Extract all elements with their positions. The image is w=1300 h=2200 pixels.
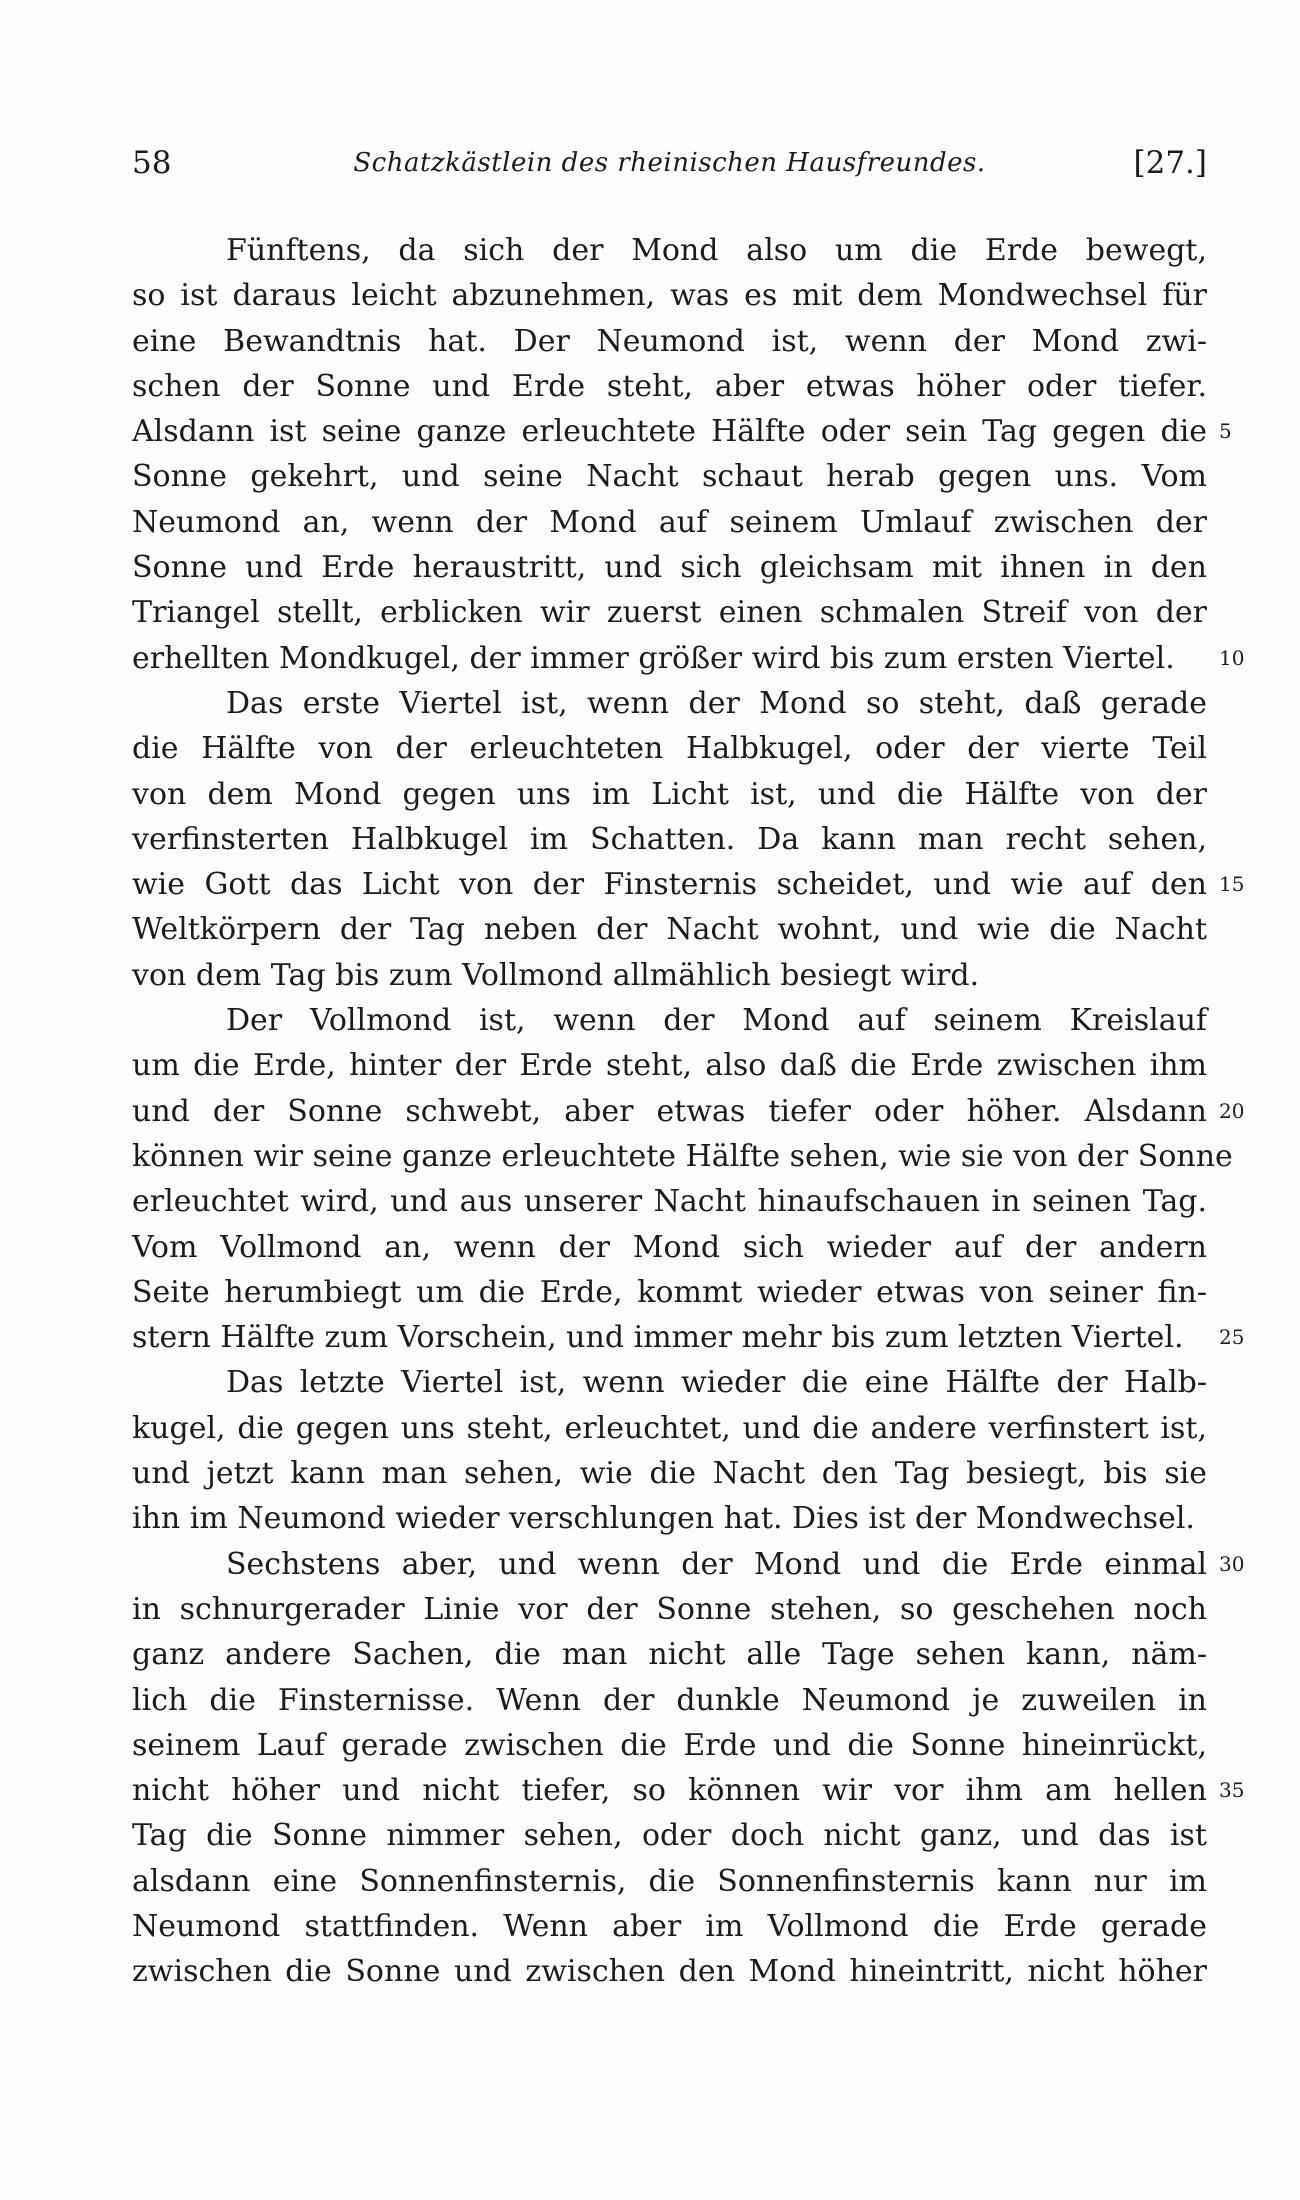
text-line: [132, 1949, 1207, 1994]
text-line: [132, 1632, 1207, 1677]
text-line: [132, 228, 1207, 273]
text-line: [132, 1360, 1207, 1405]
text-line: [132, 1768, 1245, 1813]
line-text: lich die Finsternisse. Wenn der dunkle Neumond je zuweilen in: [132, 1682, 1207, 1718]
line-text: und der Sonne schwebt, aber etwas tiefer oder höher. Alsdann: [132, 1093, 1207, 1129]
text-line: [132, 1678, 1207, 1723]
text-line: [132, 500, 1207, 545]
line-number: 15: [1219, 872, 1245, 897]
line-text: schen der Sonne und Erde steht, aber etwas höher oder tiefer.: [132, 368, 1207, 404]
line-text: zwischen die Sonne und zwischen den Mond hineintritt, nicht höher: [132, 1954, 1207, 1990]
line-text: verfinsterten Halbkugel im Schatten. Da kann man recht sehen,: [132, 821, 1207, 857]
text-line: [132, 681, 1207, 726]
text-line: [132, 817, 1207, 862]
line-text: erleuchtet wird, und aus unserer Nacht hinaufschauen in seinen Tag.: [132, 1184, 1207, 1220]
line-text: nicht höher und nicht tiefer, so können wir vor ihm am hellen: [132, 1773, 1207, 1809]
text-line: [132, 1089, 1245, 1134]
text-line: [132, 1587, 1207, 1632]
line-text: Sonne und Erde heraustritt, und sich gleichsam mit ihnen in den: [132, 550, 1207, 586]
line-number: 30: [1219, 1551, 1245, 1576]
page-number: 58: [132, 145, 172, 181]
line-text: eine Bewandtnis hat. Der Neumond ist, wenn der Mond zwi-: [132, 323, 1207, 359]
line-text: Das erste Viertel ist, wenn der Mond so steht, daß gerade: [226, 685, 1207, 721]
line-text: Sechstens aber, und wenn der Mond und die Erde einmal: [226, 1546, 1207, 1582]
text-line: [132, 1496, 1207, 1541]
line-number: 25: [1219, 1325, 1245, 1350]
line-text: Triangel stellt, erblicken wir zuerst einen schmalen Streif von der: [132, 595, 1207, 631]
line-text: Fünftens, da sich der Mond also um die Erde bewegt,: [226, 233, 1207, 268]
line-text: und jetzt kann man sehen, wie die Nacht den Tag besiegt, bis sie: [132, 1456, 1207, 1492]
line-text: stern Hälfte zum Vorschein, und immer mehr bis zum letzten Viertel.: [132, 1320, 1184, 1356]
body-text: [132, 228, 1245, 1995]
line-text: erhellten Mondkugel, der immer größer wird bis zum ersten Viertel.: [132, 640, 1175, 676]
text-line: [132, 907, 1207, 952]
line-text: können wir seine ganze erleuchtete Hälfte sehen, wie sie von der Sonne: [132, 1138, 1233, 1174]
line-text: wie Gott das Licht von der Finsternis scheidet, und wie auf den: [132, 867, 1207, 903]
line-text: ganz andere Sachen, die man nicht alle Tage sehen kann, näm-: [132, 1637, 1207, 1673]
line-text: Neumond stattfinden. Wenn aber im Vollmond die Erde gerade: [132, 1908, 1207, 1944]
text-line: [132, 998, 1207, 1043]
text-line: [132, 409, 1232, 454]
line-text: Der Vollmond ist, wenn der Mond auf seinem Kreislauf: [226, 1003, 1207, 1039]
text-line: [132, 636, 1245, 681]
line-text: Neumond an, wenn der Mond auf seinem Umlauf zwischen der: [132, 504, 1207, 540]
text-line: [132, 364, 1207, 409]
line-text: Das letzte Viertel ist, wenn wieder die eine Hälfte der Halb-: [226, 1365, 1207, 1401]
line-text: Sonne gekehrt, und seine Nacht schaut herab gegen uns. Vom: [132, 459, 1207, 495]
text-line: [132, 1270, 1207, 1315]
text-line: [132, 862, 1245, 907]
line-text: so ist daraus leicht abzunehmen, was es mit dem Mondwechsel für: [132, 278, 1207, 314]
text-line: [132, 1043, 1207, 1088]
text-line: [132, 1859, 1207, 1904]
line-text: Alsdann ist seine ganze erleuchtete Hälfte oder sein Tag gegen die: [132, 414, 1207, 450]
running-title: Schatzkästlein des rheinischen Hausfreundes.: [353, 148, 986, 178]
page-header: [132, 143, 1207, 183]
line-text: um die Erde, hinter der Erde steht, also daß die Erde zwischen ihm: [132, 1048, 1207, 1084]
text-line: [132, 1406, 1207, 1451]
text-line: [132, 319, 1207, 364]
line-text: von dem Mond gegen uns im Licht ist, und die Hälfte von der: [132, 776, 1207, 812]
text-line: [132, 1813, 1207, 1858]
line-text: alsdann eine Sonnenfinsternis, die Sonnenfinsternis kann nur im: [132, 1863, 1207, 1899]
line-text: die Hälfte von der erleuchteten Halbkugel, oder der vierte Teil: [132, 731, 1207, 767]
text-line: [132, 454, 1207, 499]
line-text: in schnurgerader Linie vor der Sonne stehen, so geschehen noch: [132, 1591, 1207, 1627]
text-line: [132, 1904, 1207, 1949]
signature-mark: [27.]: [1133, 145, 1207, 181]
text-line: [132, 1723, 1207, 1768]
text-line: [132, 1179, 1207, 1224]
line-number: 35: [1219, 1778, 1245, 1803]
text-line: [132, 953, 1207, 998]
line-text: Vom Vollmond an, wenn der Mond sich wieder auf der andern: [132, 1229, 1207, 1265]
text-line: [132, 1542, 1245, 1587]
line-text: ihn im Neumond wieder verschlungen hat. Dies ist der Mondwechsel.: [132, 1501, 1195, 1537]
line-number: 5: [1219, 419, 1232, 444]
text-line: [132, 1134, 1233, 1179]
line-text: Tag die Sonne nimmer sehen, oder doch nicht ganz, und das ist: [132, 1818, 1207, 1854]
text-line: [132, 1225, 1207, 1270]
line-text: kugel, die gegen uns steht, erleuchtet, und die andere verfinstert ist,: [132, 1410, 1207, 1446]
text-line: [132, 273, 1207, 318]
text-line: [132, 772, 1207, 817]
line-number: 10: [1219, 645, 1245, 670]
line-text: von dem Tag bis zum Vollmond allmählich besiegt wird.: [132, 957, 980, 993]
text-line: [132, 1315, 1245, 1360]
text-line: [132, 1451, 1207, 1496]
text-line: [132, 590, 1207, 635]
line-text: Seite herumbiegt um die Erde, kommt wieder etwas von seiner fin-: [132, 1274, 1207, 1310]
line-number: 20: [1219, 1098, 1245, 1123]
text-line: [132, 726, 1207, 771]
line-text: Weltkörpern der Tag neben der Nacht wohnt, und wie die Nacht: [132, 912, 1207, 948]
line-text: seinem Lauf gerade zwischen die Erde und die Sonne hineinrückt,: [132, 1727, 1207, 1763]
text-line: [132, 545, 1207, 590]
